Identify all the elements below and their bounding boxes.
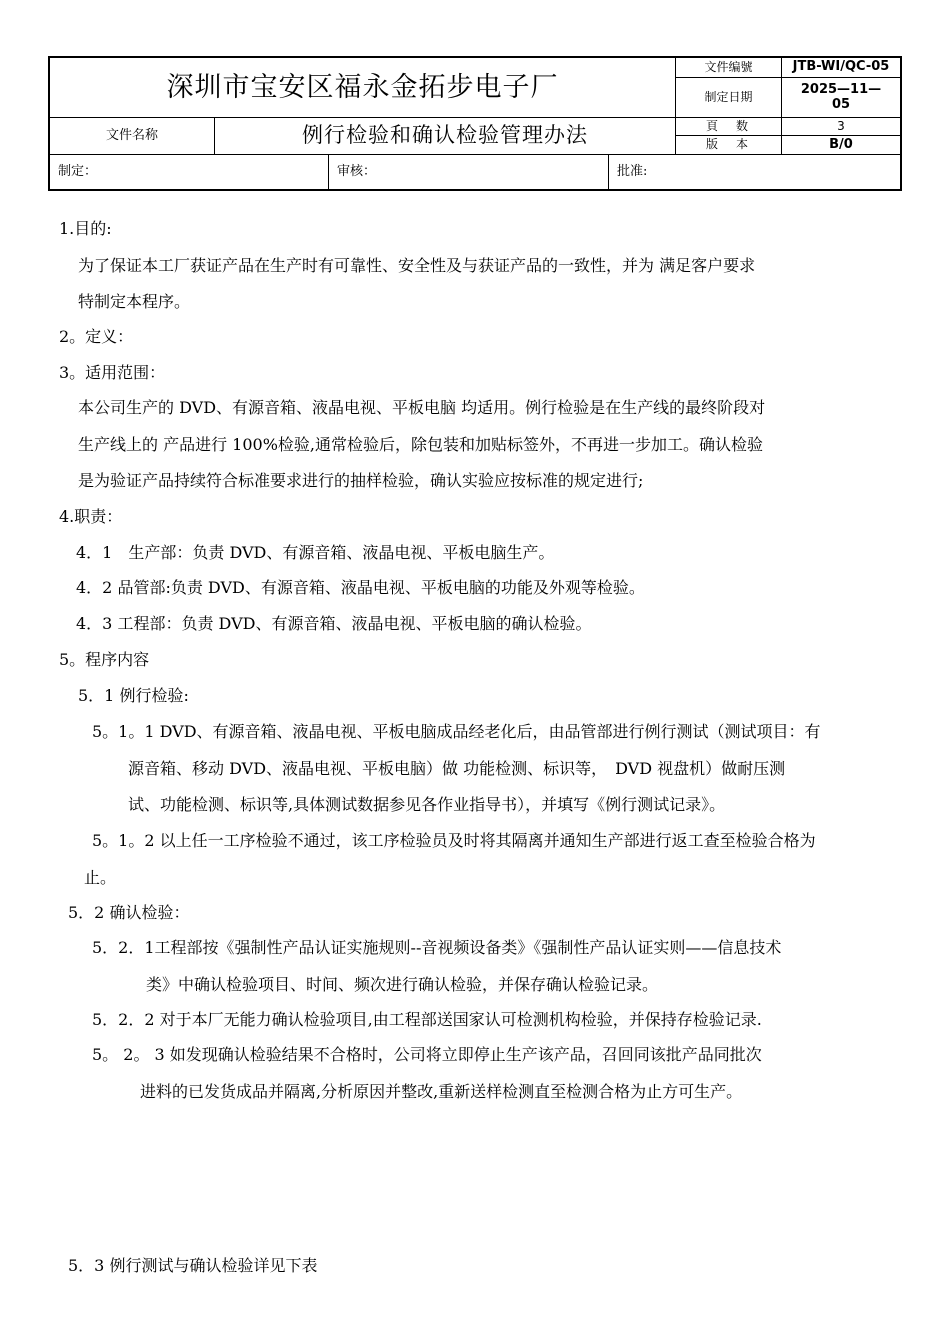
version-label: 版 本: [676, 136, 782, 155]
section-3-title: 3。适用范围：: [59, 363, 166, 382]
date-value-line2: 05: [831, 96, 851, 112]
version-value: B/0: [782, 136, 900, 155]
approved-by-label: 批准:: [617, 163, 648, 179]
section-4-title: 4.职责：: [59, 507, 123, 526]
date-label: 制定日期: [676, 78, 782, 118]
item-5-1-1-line3: 试、功能检测、标识等,具体测试数据参见各作业指导书），并填写《例行测试记录》。: [128, 795, 726, 814]
section-2-title: 2。定义：: [59, 327, 134, 346]
pages-value: 3: [782, 118, 900, 136]
date-value: [782, 78, 900, 118]
scope-text-1: 本公司生产的 DVD、有源音箱、液晶电视、平板电脑 均适用。例行检验是在生产线的最终阶段对: [78, 398, 766, 417]
company-name: 深圳市宝安区福永金拓步电子厂: [50, 58, 676, 118]
duty-4-2: 4．2 品管部:负责 DVD、有源音箱、液晶电视、平板电脑的功能及外观等检验。: [76, 578, 645, 597]
section-5-2-title: 5．2 确认检验：: [68, 903, 190, 922]
date-value-line1: 2025—11—: [800, 82, 882, 98]
duty-4-3: 4．3 工程部：负责 DVD、有源音箱、液晶电视、平板电脑的确认检验。: [76, 614, 592, 633]
duty-4-1: 4．1 生产部：负责 DVD、有源音箱、液晶电视、平板电脑生产。: [76, 543, 555, 562]
doc-name-label: 文件名称: [50, 118, 215, 155]
section-5-3-title: 5．3 例行测试与确认检验详见下表: [68, 1256, 318, 1275]
section-5-title: 5。程序内容: [59, 650, 150, 669]
item-5-2-3-line1: 5。 2。 3 如发现确认检验结果不合格时，公司将立即停止生产该产品，召回同该批产品同批次: [92, 1045, 762, 1064]
section-5-1-title: 5．1 例行检验:: [78, 686, 189, 705]
document-header-table: [48, 56, 902, 191]
item-5-1-2-line1: 5。1。2 以上任一工序检验不通过，该工序检验员及时将其隔离并通知生产部进行返工查至检验合格为: [92, 831, 816, 850]
item-5-1-1-line2: 源音箱、移动 DVD、液晶电视、平板电脑）做 功能检测、标识等， DVD 视盘机）做耐压测: [128, 759, 786, 778]
doc-number-label: 文件编號: [676, 58, 782, 78]
item-5-2-2: 5．2．2 对于本厂无能力确认检验项目,由工程部送国家认可检测机构检验，并保持存检验记录.: [92, 1010, 762, 1029]
doc-number-value: JTB-WI/QC-05: [782, 58, 900, 78]
purpose-text-1: 为了保证本工厂获证产品在生产时有可靠性、安全性及与获证产品的一致性，并为 满足客户要求: [78, 256, 756, 275]
item-5-2-1-line2: 类》中确认检验项目、时间、频次进行确认检验，并保存确认检验记录。: [146, 975, 659, 994]
purpose-text-2: 特制定本程序。: [78, 292, 191, 311]
prepared-by-label: 制定：: [50, 155, 329, 189]
item-5-1-1-line1: 5。1。1 DVD、有源音箱、液晶电视、平板电脑成品经老化后，由品管部进行例行测试（测试项目：有: [92, 722, 821, 741]
section-1-title: 1.目的:: [59, 219, 112, 238]
item-5-1-2-line2: 止。: [84, 868, 117, 887]
reviewed-by-label: 审核：: [329, 155, 609, 189]
scope-text-3: 是为验证产品持续符合标准要求进行的抽样检验，确认实验应按标准的规定进行;: [78, 471, 644, 490]
scope-text-2: 生产线上的 产品进行 100%检验,通常检验后，除包装和加贴标签外，不再进一步加工。确认检验: [78, 435, 764, 454]
doc-name-value: 例行检验和确认检验管理办法: [215, 118, 676, 155]
item-5-2-3-line2: 进料的已发货成品并隔离,分析原因并整改,重新送样检测直至检测合格为止方可生产。: [140, 1082, 743, 1101]
item-5-2-1-line1: 5．2．1工程部按《强制性产品认证实施规则--音视频设备类》《强制性产品认证实则——信息技术: [92, 938, 782, 957]
pages-label: 頁 数: [676, 118, 782, 136]
